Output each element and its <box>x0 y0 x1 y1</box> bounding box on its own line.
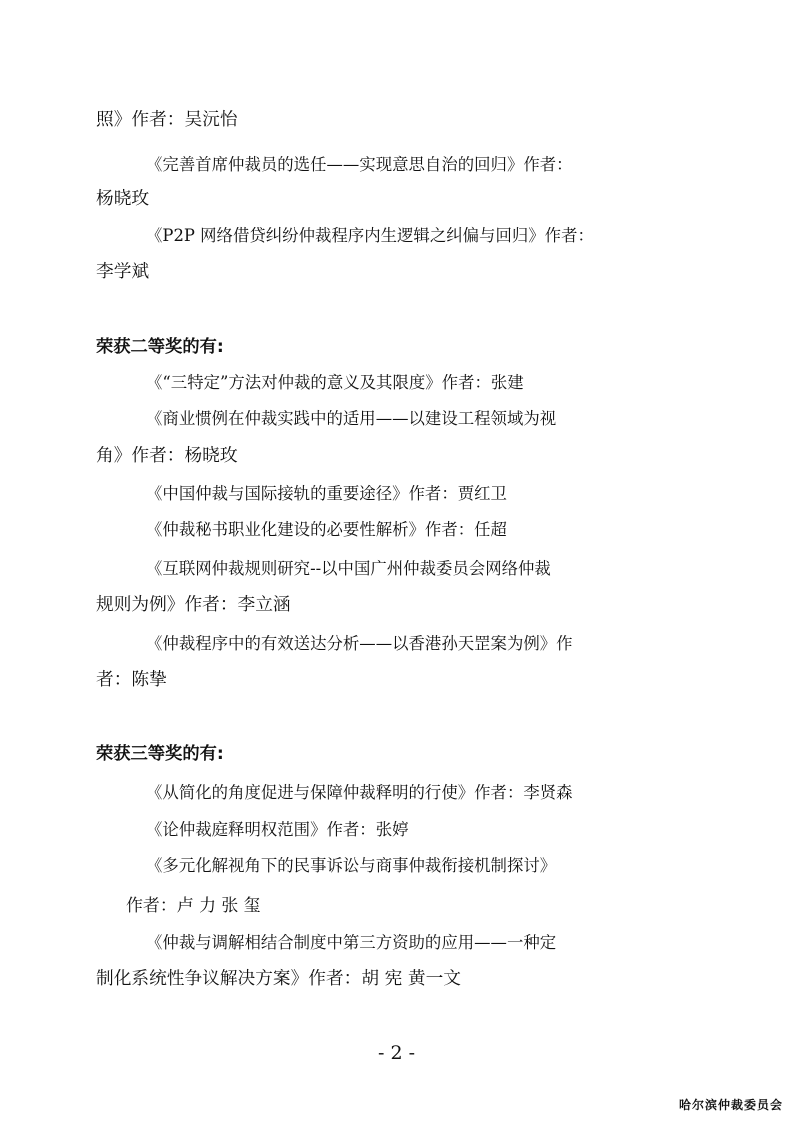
third-prize-heading: 荣获三等奖的有: <box>96 744 224 764</box>
footer-organization: 哈尔滨仲裁委员会 <box>678 1098 783 1112</box>
award-entry-line: 照》作者：吴沅怡 <box>96 110 238 130</box>
award-entry-line: 制化系统性争议解决方案》作者：胡 宪 黄一文 <box>96 969 461 989</box>
award-entry-line: 《“三特定”方法对仲裁的意义及其限度》作者：张建 <box>146 373 524 392</box>
award-entry-line: 《从简化的角度促进与保障仲裁释明的行使》作者：李贤森 <box>146 783 573 802</box>
award-entry-line: 《仲裁程序中的有效送达分析——以香港孙天罡案为例》作 <box>146 634 573 653</box>
award-entry-line: 《中国仲裁与国际接轨的重要途径》作者：贾红卫 <box>146 484 507 503</box>
award-entry-line: 《P2P 网络借贷纠纷仲裁程序内生逻辑之纠偏与回归》作者： <box>146 226 594 245</box>
award-entry-line: 《互联网仲裁规则研究--以中国广州仲裁委员会网络仲裁 <box>146 559 551 578</box>
award-entry-line: 《商业惯例在仲裁实践中的适用——以建设工程领域为视 <box>146 409 557 428</box>
award-entry-line: 规则为例》作者：李立涵 <box>96 595 291 615</box>
page-number: - 2 - <box>377 1042 415 1064</box>
award-entry-line: 《完善首席仲裁员的选任——实现意思自治的回归》作者： <box>146 155 573 174</box>
award-entry-line: 《论仲裁庭释明权范围》作者：张婷 <box>146 820 409 839</box>
award-entry-line: 杨晓玫 <box>96 189 150 209</box>
second-prize-heading: 荣获二等奖的有: <box>96 337 224 357</box>
award-entry-line: 李学斌 <box>96 262 150 282</box>
award-entry-line: 《仲裁秘书职业化建设的必要性解析》作者：任超 <box>146 520 507 539</box>
award-entry-line: 《多元化解视角下的民事诉讼与商事仲裁衔接机制探讨》 <box>146 856 557 875</box>
award-entry-line: 角》作者：杨晓玫 <box>96 446 238 466</box>
award-entry-line: 作者：卢 力 张 玺 <box>126 895 261 915</box>
award-entry-line: 者：陈挚 <box>96 670 167 690</box>
award-entry-line: 《仲裁与调解相结合制度中第三方资助的应用——一种定 <box>146 933 557 952</box>
